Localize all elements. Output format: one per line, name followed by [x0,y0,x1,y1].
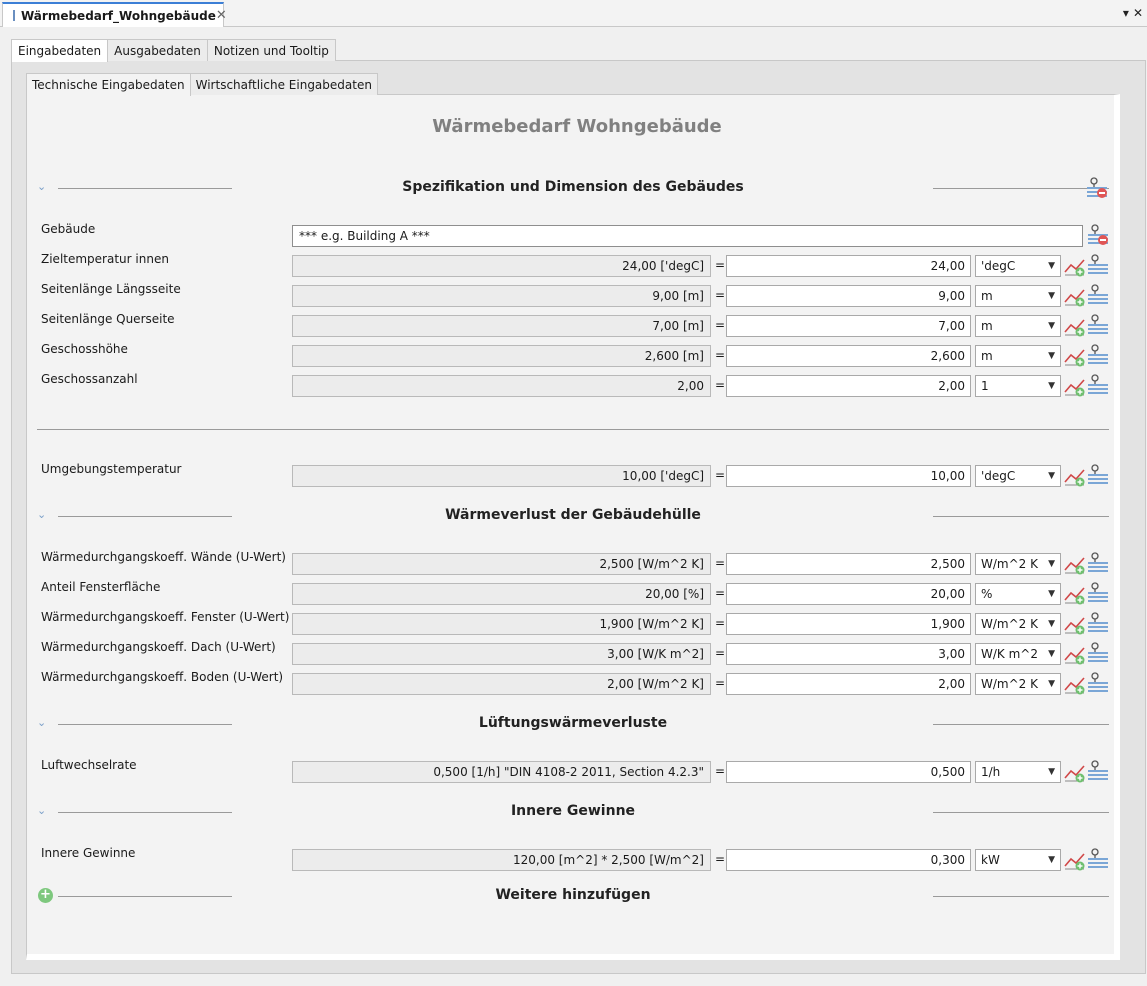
section-waermeverlust [37,507,1109,527]
unit-value: kW [981,853,1000,867]
equals-sign: = [715,288,726,302]
chart-add-icon[interactable] [1064,467,1086,487]
unit-select[interactable] [975,673,1061,695]
form-title: Wärmebedarf Wohngebäude [432,116,722,137]
chevron-down-icon[interactable]: ⌄ [37,804,47,817]
view-close-icon[interactable]: ✕ [1132,6,1143,20]
field-label: Umgebungstemperatur [41,462,182,476]
divider [933,812,1109,813]
field-label: Wärmedurchgangskoeff. Boden (U-Wert) [41,670,284,684]
chart-add-icon[interactable] [1064,257,1086,277]
unit-value: 1/h [981,765,1001,779]
settings-list-icon[interactable] [1086,284,1110,306]
calculated-value: 7,00 [m] [292,315,711,337]
unit-select[interactable] [975,761,1061,783]
form-panel [26,94,1120,960]
unit-value: W/K m^2 [981,647,1038,661]
section-title-innere-gewinne: Innere Gewinne [510,803,636,819]
value-input[interactable] [726,553,971,575]
unit-value: m [981,349,993,363]
chart-add-icon[interactable] [1064,377,1086,397]
chevron-down-icon: ▼ [1048,471,1055,481]
field-label: Luftwechselrate [41,758,137,772]
field-label: Gebäude [41,222,96,236]
row-zieltemperatur-innen [40,252,1112,279]
view-controls [1123,5,1143,21]
close-icon[interactable]: ✕ [215,8,227,23]
chart-add-icon[interactable] [1064,287,1086,307]
section-title-weitere: Weitere hinzufügen [495,887,651,903]
chevron-down-icon: ▼ [1048,649,1055,659]
value-input[interactable] [726,285,971,307]
chart-add-icon[interactable] [1064,675,1086,695]
chart-add-icon[interactable] [1064,615,1086,635]
calculated-value: 120,00 [m^2] * 2,500 [W/m^2] [292,849,711,871]
settings-list-icon[interactable] [1086,760,1110,782]
equals-sign: = [715,616,726,630]
tab-wirtschaftliche-eingabedaten[interactable]: Wirtschaftliche Eingabedaten [190,73,378,95]
value-input[interactable] [726,315,971,337]
calculated-value: 2,00 [W/m^2 K] [292,673,711,695]
settings-list-icon[interactable] [1086,374,1110,396]
divider [933,896,1109,897]
calculated-value: 2,00 [292,375,711,397]
unit-select[interactable] [975,285,1061,307]
chart-add-icon[interactable] [1064,317,1086,337]
row-u-wert-waende [40,550,1112,577]
unit-value: % [981,587,993,601]
divider [933,724,1109,725]
section-innere-gewinne [37,803,1109,823]
unit-select[interactable] [975,613,1061,635]
field-label: Anteil Fensterfläche [41,580,161,594]
chevron-down-icon: ▼ [1048,559,1055,569]
chart-add-icon[interactable] [1064,347,1086,367]
value-input[interactable] [726,673,971,695]
settings-list-icon[interactable] [1086,672,1110,694]
value-input[interactable] [726,849,971,871]
editor-tab-title: Wärmebedarf_Wohngebäude [21,8,216,23]
field-label: Zieltemperatur innen [41,252,169,266]
equals-sign: = [715,348,726,362]
tab-eingabedaten[interactable]: Eingabedaten [11,39,108,62]
chevron-down-icon: ▼ [1048,767,1055,777]
value-input[interactable] [726,375,971,397]
field-label: Wärmedurchgangskoeff. Wände (U-Wert) [41,550,286,564]
row-geschossanzahl [40,372,1112,399]
section-spezifikation [37,179,1109,199]
row-gebaeude [40,222,1112,249]
settings-list-icon[interactable] [1086,314,1110,336]
document-icon [13,10,15,21]
field-label: Geschosshöhe [41,342,128,356]
equals-sign: = [715,586,726,600]
editor-tab-bar [0,0,1147,27]
chevron-down-icon: ▼ [1048,589,1055,599]
equals-sign: = [715,676,726,690]
inner-tabs [26,73,377,95]
chevron-down-icon[interactable]: ⌄ [37,180,47,193]
unit-select[interactable] [975,375,1061,397]
settings-list-icon[interactable] [1086,254,1110,276]
gebaeude-name-input[interactable] [292,225,1083,247]
unit-select[interactable] [975,583,1061,605]
outer-tabs [11,39,335,61]
unit-value: 1 [981,379,989,393]
tab-technische-eingabedaten[interactable]: Technische Eingabedaten [26,73,191,96]
equals-sign: = [715,378,726,392]
row-u-wert-fenster [40,610,1112,637]
field-label: Geschossanzahl [41,372,138,386]
calculated-value: 0,500 [1/h] "DIN 4108-2 2011, Section 4.2.3" [292,761,711,783]
chart-add-icon[interactable] [1064,585,1086,605]
value-input[interactable] [726,255,971,277]
settings-list-icon[interactable] [1086,552,1110,574]
equals-sign: = [715,646,726,660]
field-label: Seitenlänge Querseite [41,312,175,326]
row-anteil-fensterflaeche [40,580,1112,607]
calculated-value: 20,00 [%] [292,583,711,605]
add-icon[interactable]: + [38,888,53,903]
tab-notizen-und-tooltip[interactable]: Notizen und Tooltip [207,39,336,61]
field-label: Seitenlänge Längsseite [41,282,181,296]
divider [933,188,1109,189]
section-weitere-hinzufuegen [37,887,1109,907]
divider [37,429,1109,430]
unit-value: W/m^2 K [981,677,1038,691]
chevron-down-icon: ▼ [1048,291,1055,301]
chevron-down-icon: ▼ [1048,381,1055,391]
row-seitenlaenge-laengsseite [40,282,1112,309]
calculated-value: 2,600 [m] [292,345,711,367]
unit-select[interactable] [975,465,1061,487]
unit-value: W/m^2 K [981,557,1038,571]
unit-select[interactable] [975,849,1061,871]
chevron-down-icon[interactable]: ⌄ [37,508,47,521]
editor-tab[interactable] [2,2,227,27]
chart-add-icon[interactable] [1064,851,1086,871]
equals-sign: = [715,318,726,332]
row-luftwechselrate [40,758,1112,785]
row-innere-gewinne [40,846,1112,873]
equals-sign: = [715,556,726,570]
value-input[interactable] [726,583,971,605]
tab-ausgabedaten[interactable]: Ausgabedaten [107,39,208,61]
chevron-down-icon: ▼ [1048,619,1055,629]
unit-select[interactable] [975,345,1061,367]
section-title-spezifikation: Spezifikation und Dimension des Gebäudes [402,179,744,195]
row-geschosshoehe [40,342,1112,369]
field-label: Wärmedurchgangskoeff. Dach (U-Wert) [41,640,276,654]
field-label: Wärmedurchgangskoeff. Fenster (U-Wert) [41,610,290,624]
settings-list-icon[interactable] [1086,464,1110,486]
unit-select[interactable] [975,643,1061,665]
settings-list-icon[interactable] [1086,848,1110,870]
value-input[interactable] [726,345,971,367]
calculated-value: 2,500 [W/m^2 K] [292,553,711,575]
section-title-lueftung: Lüftungswärmeverluste [478,715,668,731]
unit-select[interactable] [975,255,1061,277]
settings-list-icon[interactable] [1086,344,1110,366]
unit-value: W/m^2 K [981,617,1038,631]
calculated-value: 3,00 [W/K m^2] [292,643,711,665]
chevron-down-icon: ▼ [1048,855,1055,865]
unit-value: m [981,289,993,303]
calculated-value: 9,00 [m] [292,285,711,307]
unit-value: m [981,319,993,333]
equals-sign: = [715,258,726,272]
field-label: Innere Gewinne [41,846,136,860]
chart-add-icon[interactable] [1064,645,1086,665]
remove-settings-icon[interactable] [1085,177,1109,199]
section-lueftung [37,715,1109,735]
unit-select[interactable] [975,315,1061,337]
remove-settings-icon[interactable] [1086,224,1110,246]
row-u-wert-dach [40,640,1112,667]
settings-list-icon[interactable] [1086,582,1110,604]
calculated-value: 10,00 ['degC] [292,465,711,487]
value-input[interactable] [726,465,971,487]
calculated-value: 1,900 [W/m^2 K] [292,613,711,635]
unit-value: 'degC [981,259,1016,273]
unit-value: 'degC [981,469,1016,483]
view-menu-icon[interactable]: ▾ [1122,6,1129,20]
chevron-down-icon[interactable]: ⌄ [37,716,47,729]
row-umgebungstemperatur [40,462,1112,489]
chevron-down-icon: ▼ [1048,351,1055,361]
chart-add-icon[interactable] [1064,555,1086,575]
equals-sign: = [715,764,726,778]
value-input[interactable] [726,643,971,665]
equals-sign: = [715,852,726,866]
settings-list-icon[interactable] [1086,612,1110,634]
value-input[interactable] [726,761,971,783]
chevron-down-icon: ▼ [1048,261,1055,271]
calculated-value: 24,00 ['degC] [292,255,711,277]
chevron-down-icon: ▼ [1048,321,1055,331]
row-seitenlaenge-querseite [40,312,1112,339]
equals-sign: = [715,468,726,482]
unit-select[interactable] [975,553,1061,575]
chart-add-icon[interactable] [1064,763,1086,783]
row-u-wert-boden [40,670,1112,697]
divider [933,516,1109,517]
chevron-down-icon: ▼ [1048,679,1055,689]
section-title-waermeverlust: Wärmeverlust der Gebäudehülle [445,507,701,523]
value-input[interactable] [726,613,971,635]
settings-list-icon[interactable] [1086,642,1110,664]
